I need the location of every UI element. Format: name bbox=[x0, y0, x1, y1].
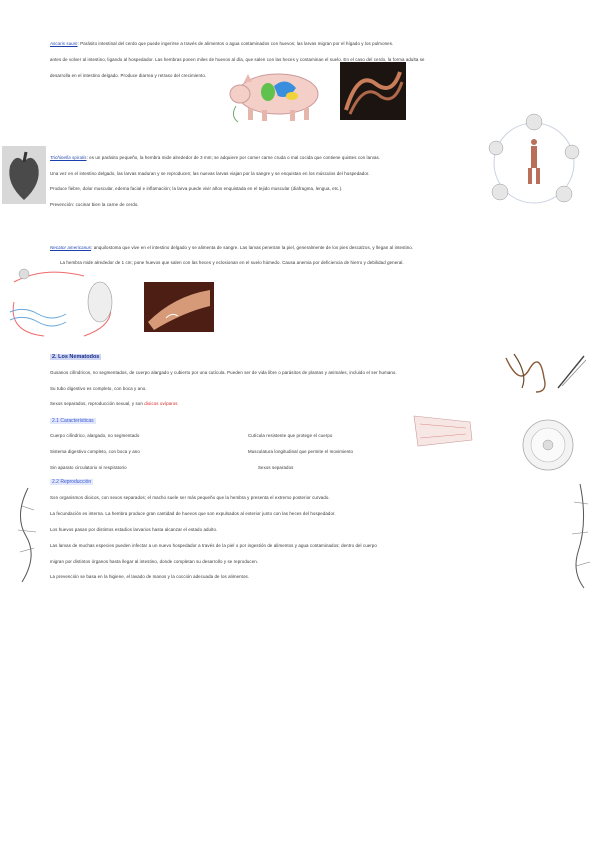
nematodos-line-1: Gusanos cilíndricos, no segmentados, de cuerpo alargado y cubierto por una cutícula. Pueden ser de vida libre o parásitos de plantas y animales, incluido el ser humano. bbox=[50, 370, 397, 375]
reproduccion-line-1: Son organismos dioicos, con sexos separados; el macho suele ser más pequeño que la hembra y presenta el extremo posterior curvado. bbox=[50, 495, 330, 500]
intro-line-2: antes de volver al intestino, ligando al hospedador. Las hembras ponen miles de huevos al día, que salen con las heces y contaminan el suelo. En el caso del cerdo, la forma adulta se bbox=[50, 57, 425, 62]
necator-life-cycle-diagram bbox=[4, 262, 132, 342]
nematodos-heading: 2. Los Nematodos bbox=[52, 354, 100, 360]
reproduccion-line-3: Los huevos pasan por distintos estadios larvarios hasta alcanzar el estado adulto. bbox=[50, 527, 218, 532]
caracteristicas-subhead: 2.1 Características bbox=[52, 418, 94, 424]
caract-right-3: Sexos separados bbox=[258, 465, 294, 470]
nematode-cross-section bbox=[518, 418, 578, 472]
nematodos-highlight: dioicos ovíparos bbox=[144, 401, 178, 406]
nematodos-line-3-text: Sexos separados, reproducción sexual, y son bbox=[50, 401, 143, 406]
caract-right-2: Musculatura longitudinal que permite el movimiento bbox=[248, 449, 354, 454]
species-term: Necator americanus bbox=[50, 245, 92, 250]
nematode-right-sketch bbox=[566, 482, 596, 590]
nematode-anatomy-diagram bbox=[410, 410, 478, 452]
species-term: Ascaris suum bbox=[50, 41, 78, 46]
caract-right-1: Cutícula resistente que protege el cuerpo bbox=[248, 433, 333, 438]
trichinella-life-cycle-diagram bbox=[484, 112, 584, 214]
trichinella-line-3: Produce fiebre, dolor muscular, edema facial e inflamación; la larva puede vivir años enquistada en el tejido muscular (diafragma, lengua, etc.). bbox=[50, 186, 343, 191]
intro-line-3: desarrolla en el intestino delgado. Produce diarrea y retraso del crecimiento. bbox=[50, 73, 207, 78]
nematode-worms-illustration bbox=[500, 348, 590, 398]
reproduccion-line-6: La prevención se basa en la higiene, el lavado de manos y la cocción adecuada de los alimentos. bbox=[50, 574, 250, 579]
intro-line-1: Ascaris suum: Parásito intestinal del cerdo que puede ingerirse a través de alimentos o agua contaminados con huevos; las larvas migran por el hígado y los pulmones. bbox=[50, 41, 394, 46]
reproduccion-subhead: 2.2 Reproducción bbox=[52, 479, 92, 485]
caract-left-3: Sin aparato circulatorio ni respiratorio bbox=[50, 465, 127, 470]
caract-left-1: Cuerpo cilíndrico, alargado, no segmentado bbox=[50, 433, 140, 438]
necator-line-1: Necator americanus: anquilostoma que vive en el intestino delgado y se alimenta de sangre. Las larvas penetran la piel, generalmente de los pies descalzos, y llegan al intestino. bbox=[50, 245, 414, 250]
nematodos-line-3 bbox=[50, 401, 178, 407]
nematodos-line-2: Su tubo digestivo es completo, con boca y ano. bbox=[50, 386, 147, 391]
caract-left-2: Sistema digestivo completo, con boca y ano bbox=[50, 449, 140, 454]
trichinella-line-4: Prevención: cocinar bien la carne de cerdo. bbox=[50, 202, 139, 207]
hand-photo bbox=[144, 282, 214, 332]
nematode-left-sketch bbox=[4, 486, 50, 586]
reproduccion-line-4: Las larvas de muchas especies pueden infectar a un nuevo hospedador a través de la piel o por ingestión de alimentos y agua contaminados; dentro del cuerpo bbox=[50, 543, 377, 548]
ascaris-worm-photo bbox=[340, 62, 406, 120]
trichinella-line-1: Trichinella spiralis: es un parásito pequeño, la hembra mide alrededor de 3 mm; se adquiere por comer carne cruda o mal cocida que contiene quistes con larvas. bbox=[50, 155, 381, 160]
necator-line-2: La hembra mide alrededor de 1 cm; pone huevos que salen con las heces y eclosionan en el suelo húmedo. Causa anemia por deficiencia de hierro y debilidad general. bbox=[60, 260, 404, 265]
species-term: Trichinella spiralis bbox=[50, 155, 87, 160]
trichinella-line-2: Una vez en el intestino delgado, las larvas maduran y se reproducen; las nuevas larvas viajan por la sangre y se enquistan en los músculos del hospedador. bbox=[50, 171, 370, 176]
reproduccion-line-2: La fecundación es interna. La hembra produce gran cantidad de huevos que son expulsados al exterior junto con las heces del hospedador. bbox=[50, 511, 336, 516]
heart-photo bbox=[2, 146, 46, 204]
pig-illustration bbox=[226, 62, 326, 124]
reproduccion-line-5: migran por distintos órganos hasta llegar al intestino, donde completan su desarrollo y se reproducen. bbox=[50, 559, 259, 564]
